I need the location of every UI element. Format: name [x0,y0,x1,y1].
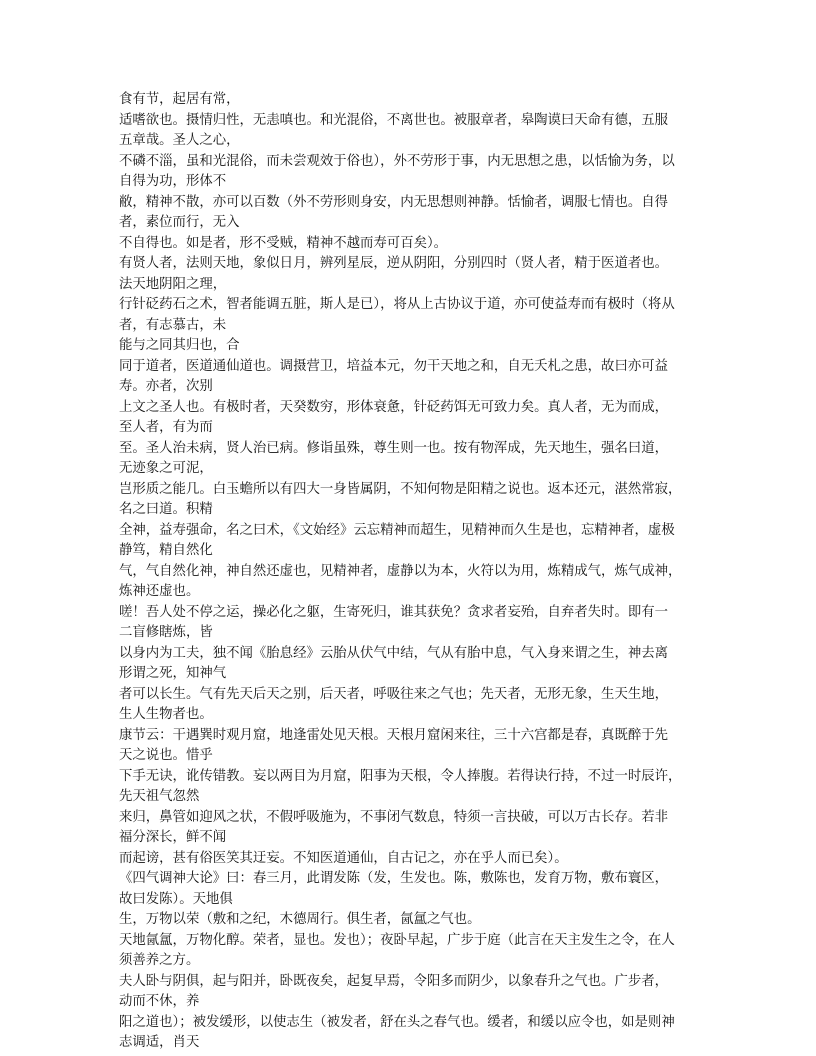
text-line: 嗟！吾人处不停之运，操必化之躯，生寄死归，谁其获免？贪求者妄殆，自弃者失时。即有一 [119,604,669,620]
text-line: 静笃，精自然化 [119,543,213,558]
text-line: 自得为功，形体不 [119,174,227,189]
text-line: 须善养之方。 [119,953,200,968]
text-line: 炼神还虚也。 [119,584,200,599]
text-line: 不自得也。如是者，形不受贼，精神不越而寿可百矣）。 [119,235,448,251]
text-line: 气，气自然化神，神自然还虚也，见精神者，虚静以为本，火符以为用，炼精成气，炼气成神， [119,563,682,579]
text-line: 《四气调神大论》曰：春三月，此谓发陈（发，生发也。陈，敷陈也，发育万物，敷布寰区， [119,871,669,886]
text-line: 康节云：干遇巽时观月窟，地逢雷处见天根。天根月窟闲来往，三十六宫都是春，真既醉于先 [119,727,669,743]
text-line: 同于道者，医道通仙道也。调摄营卫，培益本元，勿干天地之和，自无夭札之患，故曰亦可益 [119,358,669,374]
text-line: 天之说也。惜乎 [119,748,213,763]
text-line: 阳之道也）；被发缓形，以使志生（被发者，舒在头之春气也。缓者，和缓以应令也，如是则神 [119,1014,675,1030]
text-line: 夫人卧与阴俱，起与阳并，卧既夜矣，起复早焉，令阳多而阴少，以象春升之气也。广步者， [119,973,669,989]
text-line: 者可以长生。气有先天后天之别，后天者，呼吸往来之气也；先天者，无形无象，生天生地， [119,686,669,702]
text-line: 无迹象之可泥， [119,461,213,476]
text-line: 动而不休，养 [119,994,200,1009]
text-line: 上文之圣人也。有极时者，天癸数穷，形体衰惫，针砭药饵无可致力矣。真人者，无为而成， [119,399,669,415]
text-line: 敝，精神不散，亦可以百数（外不劳形则身安，内无思想则神静。恬愉者，调服七情也。自得 [119,194,669,210]
text-line: 全神，益寿强命，名之曰术，《文始经》云忘精神而超生，见精神而久生是也，忘精神者，虚极 [119,522,675,538]
text-line: 者，素位而行，无入 [119,215,240,230]
text-line: 适嗜欲也。摄情归性，无恚嗔也。和光混俗，不离世也。被服章者，皋陶谟曰天命有德，五服 [119,112,669,128]
text-line: 有贤人者，法则天地，象似日月，辨列星辰，逆从阴阳，分别四时（贤人者，精于医道者也。 [119,256,669,271]
text-line: 生，万物以荣（敷和之纪，木德周行。俱生者，氤氲之气也。 [119,912,481,927]
text-line: 法天地阴阳之理， [119,276,227,292]
text-line: 不磷不淄，虽和光混俗，而未尝观效于俗也），外不劳形于事，内无思想之患，以恬愉为务，以 [119,153,675,169]
text-line: 福分深长，鲜不闻 [119,830,227,845]
text-line: 名之曰道。积精 [119,502,213,517]
text-line: 先天祖气忽然 [119,789,200,804]
text-line: 五章哉。圣人之心， [119,133,240,148]
text-line: 至人者，有为而 [119,420,213,435]
document-page [119,90,719,1054]
text-line: 能与之同其归也，合 [119,338,240,353]
text-line: 而起谤，甚有俗医笑其迂妄。不知医道通仙，自古记之，亦在乎人而已矣）。 [119,850,568,866]
text-line: 来归，鼻管如迎风之状，不假呼吸施为，不事闭气数息，特须一言抉破，可以万古长存。若非 [119,809,669,825]
text-line: 者，有志慕古，未 [119,317,227,333]
text-line: 以身内为工夫，独不闻《胎息经》云胎从伏气中结，气从有胎中息，气入身来谓之生，神去离 [119,645,669,661]
text-line: 至。圣人治未病，贤人治已病。修诣虽殊，尊生则一也。按有物浑成，先天地生，强名曰道， [119,440,669,456]
text-line: 下手无诀，讹传错教。妄以两目为月窟，阳事为天根，令人捧腹。若得诀行持，不过一时辰许， [119,768,682,784]
text-line: 志调适，肖天 [119,1035,200,1050]
text-line: 天地氤氲，万物化醇。荣者，显也。发也）；夜卧早起，广步于庭（此言在天主发生之令，在人 [119,932,675,948]
text-line: 二盲修瞎炼，皆 [119,625,213,640]
text-line: 故曰发陈）。天地俱 [119,891,233,907]
text-line: 形谓之死，知神气 [119,666,227,681]
text-line: 食有节，起居有常， [119,92,240,107]
text-line: 生人生物者也。 [119,707,213,722]
text-line: 岂形质之能几。白玉蟾所以有四大一身皆属阴，不知何物是阳精之说也。返本还元，湛然常寂， [119,481,682,497]
text-line: 寿。亦者，次别 [119,379,213,394]
text-line: 行针砭药石之术，智者能调五脏，斯人是已），将从上古协议于道，亦可使益寿而有极时（将从 [119,297,675,312]
